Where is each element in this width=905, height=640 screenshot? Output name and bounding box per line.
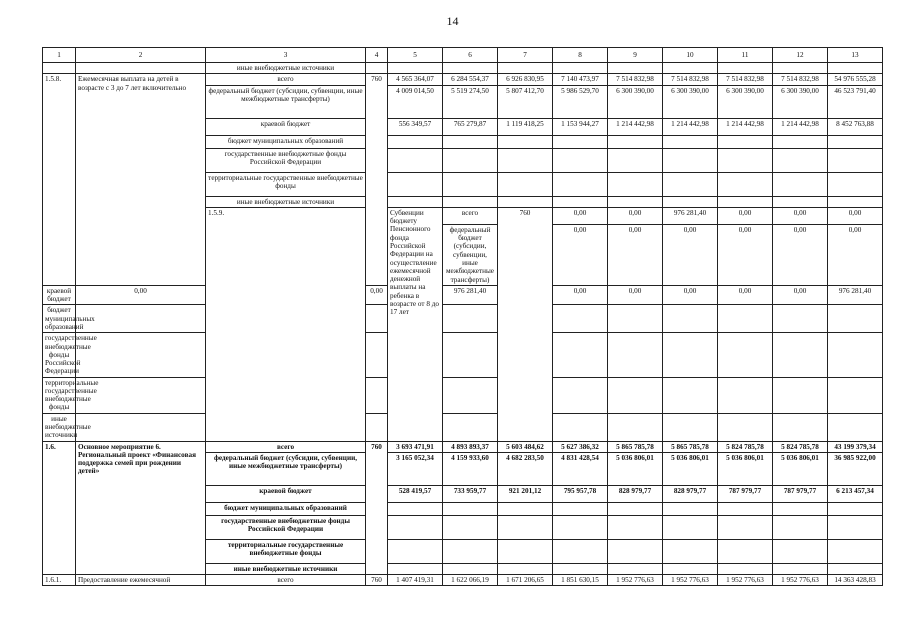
amount-cell xyxy=(718,63,773,74)
amount-cell xyxy=(443,172,498,196)
funding-source: территориальные государственные внебюджетные фонды xyxy=(206,172,366,196)
amount-cell: 1 851 630,15 xyxy=(553,575,608,586)
funding-source: всего xyxy=(206,575,366,586)
amount-cell: 733 959,77 xyxy=(443,485,498,502)
amount-cell: 5 865 785,78 xyxy=(608,441,663,452)
amount-cell: 528 419,57 xyxy=(388,485,443,502)
amount-cell xyxy=(498,563,553,574)
funding-source: всего xyxy=(206,74,366,85)
amount-cell: 0,00 xyxy=(553,207,608,224)
header-cell: 4 xyxy=(366,48,388,63)
header-cell: 11 xyxy=(718,48,773,63)
amount-cell: 976 281,40 xyxy=(443,285,498,305)
amount-cell xyxy=(443,515,498,539)
amount-cell xyxy=(718,515,773,539)
amount-cell xyxy=(663,196,718,207)
row-number: 1.6. xyxy=(43,441,76,575)
amount-cell xyxy=(773,172,828,196)
amount-cell xyxy=(608,63,663,74)
amount-cell: 4 159 933,60 xyxy=(443,452,498,485)
amount-cell xyxy=(443,413,498,441)
amount-cell xyxy=(828,148,883,172)
amount-cell xyxy=(608,413,663,441)
amount-cell: 1 214 442,98 xyxy=(773,118,828,135)
amount-cell xyxy=(366,305,388,333)
amount-cell xyxy=(553,502,608,515)
amount-cell: 7 514 832,98 xyxy=(608,74,663,85)
amount-cell: 0,00 xyxy=(366,285,388,305)
amount-cell: 1 153 944,27 xyxy=(553,118,608,135)
amount-cell xyxy=(663,413,718,441)
amount-cell xyxy=(828,502,883,515)
header-cell: 6 xyxy=(443,48,498,63)
table-row xyxy=(43,63,883,74)
funding-source: федеральный бюджет (субсидии, субвенции, иные межбюджетные трансферты) xyxy=(206,452,366,485)
amount-cell xyxy=(718,539,773,563)
amount-cell xyxy=(828,563,883,574)
amount-cell xyxy=(663,502,718,515)
amount-cell xyxy=(443,333,498,377)
amount-cell xyxy=(366,377,388,413)
amount-cell: 976 281,40 xyxy=(663,207,718,224)
funding-source: территориальные государственные внебюджетные фонды xyxy=(206,539,366,563)
table-row xyxy=(43,377,883,413)
funding-source: государственные внебюджетные фонды Российской Федерации xyxy=(43,333,76,377)
amount-cell xyxy=(388,539,443,563)
amount-cell xyxy=(553,148,608,172)
amount-cell: 7 514 832,98 xyxy=(663,74,718,85)
budget-code: 760 xyxy=(498,207,553,441)
funding-source: краевой бюджет xyxy=(43,285,76,305)
page-number: 14 xyxy=(446,14,459,28)
amount-cell: 6 300 390,00 xyxy=(608,85,663,118)
amount-cell xyxy=(388,63,443,74)
amount-cell xyxy=(498,515,553,539)
header-cell: 3 xyxy=(206,48,366,63)
amount-cell: 0,00 xyxy=(718,224,773,285)
funding-source: иные внебюджетные источники xyxy=(206,63,366,74)
amount-cell: 46 523 791,40 xyxy=(828,85,883,118)
amount-cell xyxy=(663,515,718,539)
amount-cell: 1 407 419,31 xyxy=(388,575,443,586)
row-number: 1.5.9. xyxy=(206,207,366,441)
amount-cell xyxy=(663,377,718,413)
amount-cell xyxy=(718,305,773,333)
table-row xyxy=(43,305,883,333)
amount-cell xyxy=(773,502,828,515)
amount-cell: 787 979,77 xyxy=(718,485,773,502)
amount-cell xyxy=(553,539,608,563)
amount-cell xyxy=(773,135,828,148)
amount-cell xyxy=(498,148,553,172)
funding-source: всего xyxy=(206,441,366,452)
funding-source: государственные внебюджетные фонды Российской Федерации xyxy=(206,515,366,539)
amount-cell xyxy=(553,305,608,333)
amount-cell: 1 119 418,25 xyxy=(498,118,553,135)
amount-cell: 5 036 806,01 xyxy=(718,452,773,485)
amount-cell xyxy=(718,413,773,441)
amount-cell: 5 627 386,32 xyxy=(553,441,608,452)
amount-cell xyxy=(773,148,828,172)
amount-cell xyxy=(608,148,663,172)
header-row xyxy=(43,48,883,63)
amount-cell: 8 452 763,88 xyxy=(828,118,883,135)
table-row xyxy=(43,575,883,586)
amount-cell xyxy=(773,413,828,441)
amount-cell xyxy=(553,135,608,148)
amount-cell xyxy=(498,135,553,148)
amount-cell xyxy=(76,305,206,333)
table-row xyxy=(43,413,883,441)
funding-source: краевой бюджет xyxy=(206,485,366,502)
amount-cell xyxy=(828,305,883,333)
funding-source: государственные внебюджетные фонды Российской Федерации xyxy=(206,148,366,172)
row-number: 1.6.1. xyxy=(43,575,76,586)
amount-cell: 5 519 274,50 xyxy=(443,85,498,118)
amount-cell xyxy=(663,333,718,377)
funding-source: территориальные государственные внебюджетные фонды xyxy=(43,377,76,413)
amount-cell: 828 979,77 xyxy=(608,485,663,502)
funding-source: федеральный бюджет (субсидии, субвенции, иные межбюджетные трансферты) xyxy=(206,85,366,118)
amount-cell xyxy=(553,563,608,574)
header-cell: 9 xyxy=(608,48,663,63)
amount-cell xyxy=(773,377,828,413)
amount-cell xyxy=(608,377,663,413)
amount-cell: 795 957,78 xyxy=(553,485,608,502)
header-cell: 12 xyxy=(773,48,828,63)
amount-cell: 1 952 776,63 xyxy=(718,575,773,586)
amount-cell: 5 824 785,78 xyxy=(773,441,828,452)
amount-cell xyxy=(718,196,773,207)
amount-cell xyxy=(828,539,883,563)
amount-cell xyxy=(718,135,773,148)
measure-name: Основное мероприятие 6. Региональный проект «Финансовая поддержка семей при рождении детей» xyxy=(76,441,206,575)
funding-source: федеральный бюджет (субсидии, субвенции, иные межбюджетные трансферты) xyxy=(443,224,498,285)
amount-cell xyxy=(443,305,498,333)
amount-cell xyxy=(718,172,773,196)
amount-cell xyxy=(443,196,498,207)
amount-cell: 54 976 555,28 xyxy=(828,74,883,85)
funding-source: бюджет муниципальных образований xyxy=(206,502,366,515)
amount-cell: 0,00 xyxy=(773,207,828,224)
amount-cell xyxy=(718,148,773,172)
amount-cell: 3 693 471,91 xyxy=(388,441,443,452)
amount-cell xyxy=(828,413,883,441)
amount-cell: 5 603 484,62 xyxy=(498,441,553,452)
amount-cell xyxy=(443,563,498,574)
amount-cell: 7 514 832,98 xyxy=(718,74,773,85)
amount-cell xyxy=(553,333,608,377)
amount-cell xyxy=(608,172,663,196)
amount-cell xyxy=(498,196,553,207)
amount-cell xyxy=(608,539,663,563)
amount-cell: 0,00 xyxy=(773,285,828,305)
amount-cell xyxy=(443,377,498,413)
amount-cell xyxy=(828,172,883,196)
funding-source: иные внебюджетные источники xyxy=(206,563,366,574)
amount-cell: 0,00 xyxy=(608,285,663,305)
amount-cell: 7 514 832,98 xyxy=(773,74,828,85)
table-row xyxy=(43,285,883,305)
amount-cell: 921 201,12 xyxy=(498,485,553,502)
amount-cell xyxy=(663,135,718,148)
amount-cell xyxy=(388,148,443,172)
amount-cell xyxy=(388,196,443,207)
amount-cell xyxy=(828,196,883,207)
amount-cell: 0,00 xyxy=(553,224,608,285)
amount-cell: 6 300 390,00 xyxy=(773,85,828,118)
header-cell: 13 xyxy=(828,48,883,63)
amount-cell: 7 140 473,97 xyxy=(553,74,608,85)
amount-cell xyxy=(553,196,608,207)
amount-cell xyxy=(498,539,553,563)
measure-name: Предоставление ежемесячной xyxy=(76,575,206,586)
funding-source: иные внебюджетные источники xyxy=(43,413,76,441)
amount-cell xyxy=(663,539,718,563)
amount-cell xyxy=(553,63,608,74)
amount-cell xyxy=(443,502,498,515)
header-cell: 5 xyxy=(388,48,443,63)
amount-cell: 0,00 xyxy=(608,224,663,285)
amount-cell: 5 824 785,78 xyxy=(718,441,773,452)
amount-cell: 0,00 xyxy=(773,224,828,285)
measure-name xyxy=(76,63,206,74)
amount-cell: 0,00 xyxy=(663,224,718,285)
funding-source: краевой бюджет xyxy=(206,118,366,135)
amount-cell xyxy=(498,63,553,74)
amount-cell: 6 300 390,00 xyxy=(718,85,773,118)
amount-cell: 6 300 390,00 xyxy=(663,85,718,118)
row-number: 1.5.8. xyxy=(43,74,76,286)
amount-cell: 0,00 xyxy=(663,285,718,305)
amount-cell: 765 279,87 xyxy=(443,118,498,135)
amount-cell xyxy=(828,63,883,74)
header-cell: 2 xyxy=(76,48,206,63)
amount-cell xyxy=(388,563,443,574)
amount-cell xyxy=(443,539,498,563)
amount-cell: 1 214 442,98 xyxy=(718,118,773,135)
measure-name: Ежемесячная выплата на детей в возрасте с 3 до 7 лет включительно xyxy=(76,74,206,286)
budget-code: 760 xyxy=(366,74,388,286)
amount-cell: 976 281,40 xyxy=(828,285,883,305)
amount-cell xyxy=(608,333,663,377)
amount-cell xyxy=(718,502,773,515)
amount-cell: 36 985 922,00 xyxy=(828,452,883,485)
table-body xyxy=(43,63,883,586)
amount-cell: 5 807 412,70 xyxy=(498,85,553,118)
table-row xyxy=(43,333,883,377)
amount-cell xyxy=(663,563,718,574)
amount-cell xyxy=(443,63,498,74)
amount-cell xyxy=(773,333,828,377)
row-number xyxy=(43,63,76,74)
amount-cell: 0,00 xyxy=(608,207,663,224)
amount-cell xyxy=(553,172,608,196)
amount-cell: 828 979,77 xyxy=(663,485,718,502)
amount-cell: 5 986 529,70 xyxy=(553,85,608,118)
amount-cell xyxy=(553,377,608,413)
amount-cell xyxy=(388,172,443,196)
amount-cell xyxy=(828,515,883,539)
amount-cell: 5 036 806,01 xyxy=(608,452,663,485)
amount-cell xyxy=(773,305,828,333)
amount-cell: 4 565 364,07 xyxy=(388,74,443,85)
amount-cell xyxy=(443,135,498,148)
funding-source: иные внебюджетные источники xyxy=(206,196,366,207)
amount-cell: 4 831 428,54 xyxy=(553,452,608,485)
amount-cell xyxy=(828,135,883,148)
header-cell: 8 xyxy=(553,48,608,63)
amount-cell: 6 213 457,34 xyxy=(828,485,883,502)
amount-cell: 1 214 442,98 xyxy=(663,118,718,135)
amount-cell: 0,00 xyxy=(828,207,883,224)
amount-cell: 787 979,77 xyxy=(773,485,828,502)
measure-name: Субвенции бюджету Пенсионного фонда Российской Федерации на осуществление ежемесячной денежной выплаты на ребенка в возрасте от 8 до 17 лет xyxy=(388,207,443,441)
amount-cell xyxy=(663,305,718,333)
amount-cell: 6 284 554,37 xyxy=(443,74,498,85)
amount-cell: 0,00 xyxy=(718,207,773,224)
amount-cell xyxy=(553,413,608,441)
amount-cell: 43 199 379,34 xyxy=(828,441,883,452)
amount-cell xyxy=(443,148,498,172)
amount-cell xyxy=(828,377,883,413)
amount-cell xyxy=(553,515,608,539)
amount-cell: 0,00 xyxy=(76,285,206,305)
amount-cell xyxy=(608,515,663,539)
table-row xyxy=(43,441,883,452)
amount-cell xyxy=(718,333,773,377)
amount-cell xyxy=(663,148,718,172)
amount-cell: 5 036 806,01 xyxy=(773,452,828,485)
funding-source: бюджет муниципальных образований xyxy=(43,305,76,333)
amount-cell: 0,00 xyxy=(718,285,773,305)
header-cell: 7 xyxy=(498,48,553,63)
amount-cell: 556 349,57 xyxy=(388,118,443,135)
header-cell: 10 xyxy=(663,48,718,63)
amount-cell xyxy=(366,413,388,441)
amount-cell: 0,00 xyxy=(828,224,883,285)
amount-cell xyxy=(388,135,443,148)
amount-cell xyxy=(773,563,828,574)
amount-cell xyxy=(498,502,553,515)
amount-cell: 4 893 893,37 xyxy=(443,441,498,452)
budget-code: 760 xyxy=(366,575,388,586)
amount-cell: 0,00 xyxy=(553,285,608,305)
amount-cell: 1 952 776,63 xyxy=(663,575,718,586)
amount-cell: 4 009 014,50 xyxy=(388,85,443,118)
amount-cell: 3 165 052,34 xyxy=(388,452,443,485)
amount-cell xyxy=(388,502,443,515)
amount-cell: 1 671 206,65 xyxy=(498,575,553,586)
budget-code: 760 xyxy=(366,441,388,575)
amount-cell xyxy=(828,333,883,377)
amount-cell xyxy=(663,172,718,196)
funding-source: всего xyxy=(443,207,498,224)
amount-cell: 1 952 776,63 xyxy=(773,575,828,586)
amount-cell xyxy=(663,63,718,74)
amount-cell xyxy=(608,502,663,515)
amount-cell: 6 926 830,95 xyxy=(498,74,553,85)
amount-cell xyxy=(773,63,828,74)
table-row xyxy=(43,74,883,85)
funding-source: бюджет муниципальных образований xyxy=(206,135,366,148)
amount-cell: 5 865 785,78 xyxy=(663,441,718,452)
amount-cell: 4 682 283,50 xyxy=(498,452,553,485)
amount-cell xyxy=(608,135,663,148)
amount-cell: 1 214 442,98 xyxy=(608,118,663,135)
amount-cell xyxy=(608,196,663,207)
budget-code xyxy=(366,63,388,74)
amount-cell: 1 622 066,19 xyxy=(443,575,498,586)
amount-cell: 1 952 776,63 xyxy=(608,575,663,586)
amount-cell xyxy=(773,196,828,207)
amount-cell xyxy=(388,515,443,539)
amount-cell xyxy=(608,305,663,333)
amount-cell xyxy=(608,563,663,574)
amount-cell xyxy=(76,413,206,441)
amount-cell: 14 363 428,83 xyxy=(828,575,883,586)
amount-cell xyxy=(773,539,828,563)
amount-cell xyxy=(718,563,773,574)
amount-cell: 5 036 806,01 xyxy=(663,452,718,485)
amount-cell xyxy=(498,172,553,196)
amount-cell xyxy=(718,377,773,413)
amount-cell xyxy=(366,333,388,377)
header-cell: 1 xyxy=(43,48,76,63)
amount-cell xyxy=(773,515,828,539)
budget-table xyxy=(42,47,883,586)
